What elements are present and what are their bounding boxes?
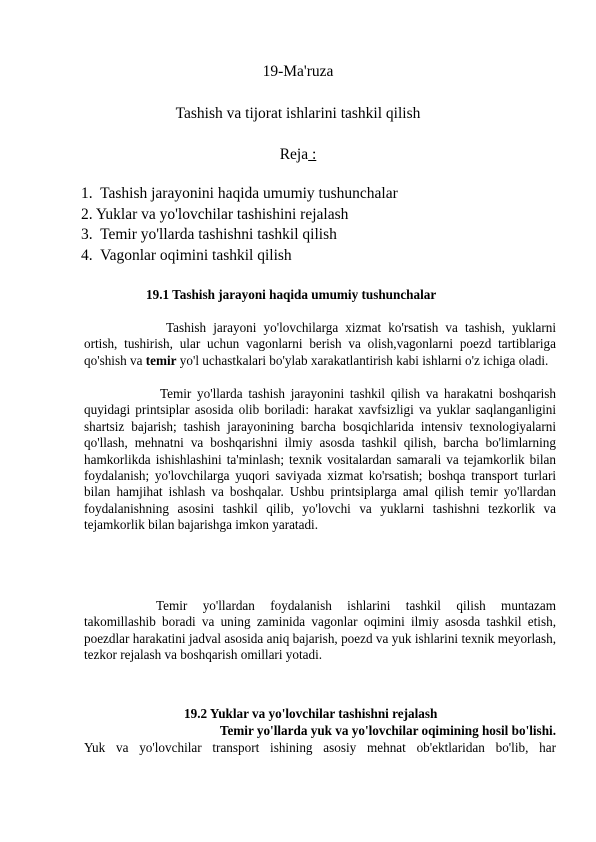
plan-item-number: 4.	[81, 246, 93, 264]
paragraph-1-part-a: Tashish jarayoni yo'lovchilarga xizmat ko'rsatish va tashish, yuklarni ortish, tushirish, ular uchun vagonlarni berish va olish,vagonlarni poezd tartiblariga qo'shish va	[84, 320, 556, 368]
plan-item	[81, 246, 398, 267]
plan-item-text: Tashish jarayonini haqida umumiy tushunchalar	[92, 185, 398, 202]
lecture-number: 19-Ma'ruza	[262, 63, 334, 80]
plan-heading	[0, 146, 596, 164]
section-2-subtitle: Temir yo'llarda yuk va yo'lovchilar oqimining hosil bo'lishi.	[219, 723, 556, 738]
section-2-title: 19.2 Yuklar va yo'lovchilar tashishni rejalash	[184, 706, 438, 721]
paragraph-3: Temir yo'llardan foydalanish ishlarini tashkil qilish muntazam takomillashib boradi va uning zaminida vagonlar oqimini ilmiy asosda tashkil etish, poezdlar harakatini jadval asosida aniq bajarish, poezd va yuk ishlarini texnik meyorlash, tezkor rejalash va boshqarish omillari yotadi.	[84, 598, 556, 663]
paragraph-1-bold-word: temir	[145, 352, 177, 368]
plan-item	[81, 205, 398, 226]
plan-item	[81, 225, 398, 246]
paragraph-2: Temir yo'llarda tashish jarayonini tashkil qilish va harakatni boshqarish quyidagi printsiplar asosida olib boriladi: harakat xavfsizligi va yuklar saqlanganligini shartsiz bajarish; tashish jarayonining barcha bosqichlarida intensiv texnologiyalarni qo'llash, mehnatni va boshqarishni ilmiy asosda tashkil qilish, barcha bo'limlarning hamkorlikda ishishlashini ta'minlash; texnik vositalardan samarali va tejamkorlik bilan foydalanish; yo'lovchilarga yuqori saviyada xizmat ko'rsatish; boshqa transport turlari bilan hamjihat ishlash va boshqalar. Ushbu printsiplarga amal qilish temir yo'llardan foydalanishning asosini tashkil qilib, yo'lovchi va yuklarni tashishni tezkorlik va tejamkorlik bilan bajarishga imkon yaratadi.	[84, 386, 556, 533]
plan-item-number: 3.	[81, 226, 93, 243]
plan-item-text: Vagonlar oqimini tashkil qilish	[92, 246, 292, 264]
paragraph-1	[84, 320, 556, 369]
plan-label: Reja	[279, 146, 309, 163]
plan-item-number: 2.	[81, 205, 93, 223]
plan-item-text: Yuklar va yo'lovchilar tashishini rejalash	[92, 205, 349, 223]
plan-item-number: 1.	[81, 185, 93, 202]
paragraph-4: Yuk va yo'lovchilar transport ishining asosiy mehnat ob'ektlaridan bo'lib, har	[84, 740, 556, 755]
section-1-title: 19.1 Tashish jarayoni haqida umumiy tushunchalar	[146, 287, 437, 302]
paragraph-1-part-b: yo'l uchastkalari bo'ylab xarakatlantirish kabi ishlarni o'z ichiga oladi.	[176, 352, 549, 368]
plan-colon: :	[308, 146, 317, 163]
plan-item	[81, 184, 398, 205]
plan-item-text: Temir yo'llarda tashishni tashkil qilish	[92, 226, 337, 243]
plan-list	[81, 184, 398, 266]
lecture-title: Tashish va tijorat ishlarini tashkil qilish	[175, 105, 421, 122]
